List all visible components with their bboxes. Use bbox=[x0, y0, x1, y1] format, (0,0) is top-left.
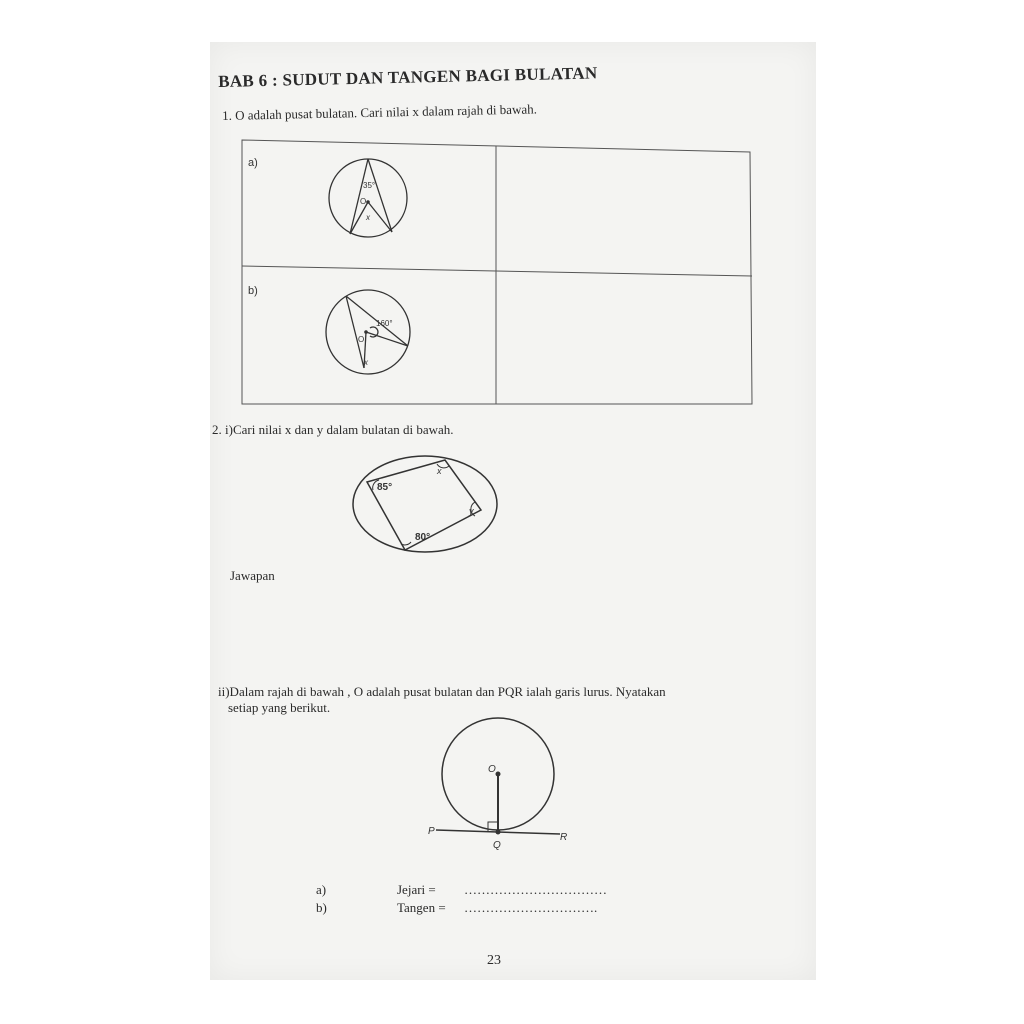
center-point-1b bbox=[364, 330, 368, 334]
center-o-label-1a: O bbox=[360, 197, 367, 206]
answer-label: Jawapan bbox=[230, 568, 275, 583]
answer-b-blank[interactable]: …………………………. bbox=[464, 900, 598, 915]
angle-85-label: 85° bbox=[377, 482, 393, 493]
diagram-1a bbox=[329, 159, 407, 237]
question-2ii-prompt-line1: ii)Dalam rajah di bawah , O adalah pusat bulatan dan PQR ialah garis lurus. Nyatakan bbox=[218, 684, 666, 699]
question-2ii-prompt-line2: setiap yang berikut. bbox=[228, 700, 331, 715]
part-1a-label: a) bbox=[248, 157, 258, 169]
center-o-label-1b: O bbox=[358, 335, 365, 344]
answer-b-label: b) bbox=[316, 900, 327, 915]
chapter-title: BAB 6 : SUDUT DAN TANGEN BAGI BULATAN bbox=[218, 63, 598, 91]
answer-a-label: a) bbox=[316, 882, 327, 897]
answer-a-term: Jejari = bbox=[397, 882, 436, 897]
unknown-x-label-1b: x bbox=[364, 358, 368, 367]
diagram-2i bbox=[345, 452, 505, 558]
question-1-prompt: 1. O adalah pusat bulatan. Cari nilai x dalam rajah di bawah. bbox=[222, 101, 538, 123]
point-q-label: Q bbox=[493, 840, 501, 851]
diagram-2ii bbox=[420, 716, 580, 856]
unknown-x-label-1a: x bbox=[366, 213, 370, 222]
point-p-label: P bbox=[428, 826, 435, 837]
table-row-divider bbox=[242, 266, 752, 276]
question-1-table bbox=[238, 136, 758, 408]
angle-160-label: 160° bbox=[376, 319, 393, 328]
center-point-o bbox=[496, 772, 501, 777]
unknown-x-label-2i: x bbox=[437, 466, 442, 476]
answer-b-term: Tangen = bbox=[397, 900, 446, 915]
angle-35-label: 35° bbox=[363, 181, 376, 190]
page-number: 23 bbox=[487, 953, 501, 968]
point-q bbox=[496, 830, 501, 835]
unknown-y-label-2i: y bbox=[469, 506, 474, 516]
answer-a-blank[interactable]: …………………………… bbox=[464, 882, 607, 897]
diagram-1b bbox=[326, 290, 410, 374]
center-point-1a bbox=[366, 200, 370, 204]
question-2i-prompt: 2. i)Cari nilai x dan y dalam bulatan di bawah. bbox=[212, 422, 454, 437]
point-r-label: R bbox=[560, 832, 568, 843]
angle-80-label: 80° bbox=[415, 532, 431, 543]
part-1b-label: b) bbox=[248, 285, 258, 297]
point-o-label: O bbox=[488, 764, 496, 775]
table-border bbox=[242, 140, 752, 404]
